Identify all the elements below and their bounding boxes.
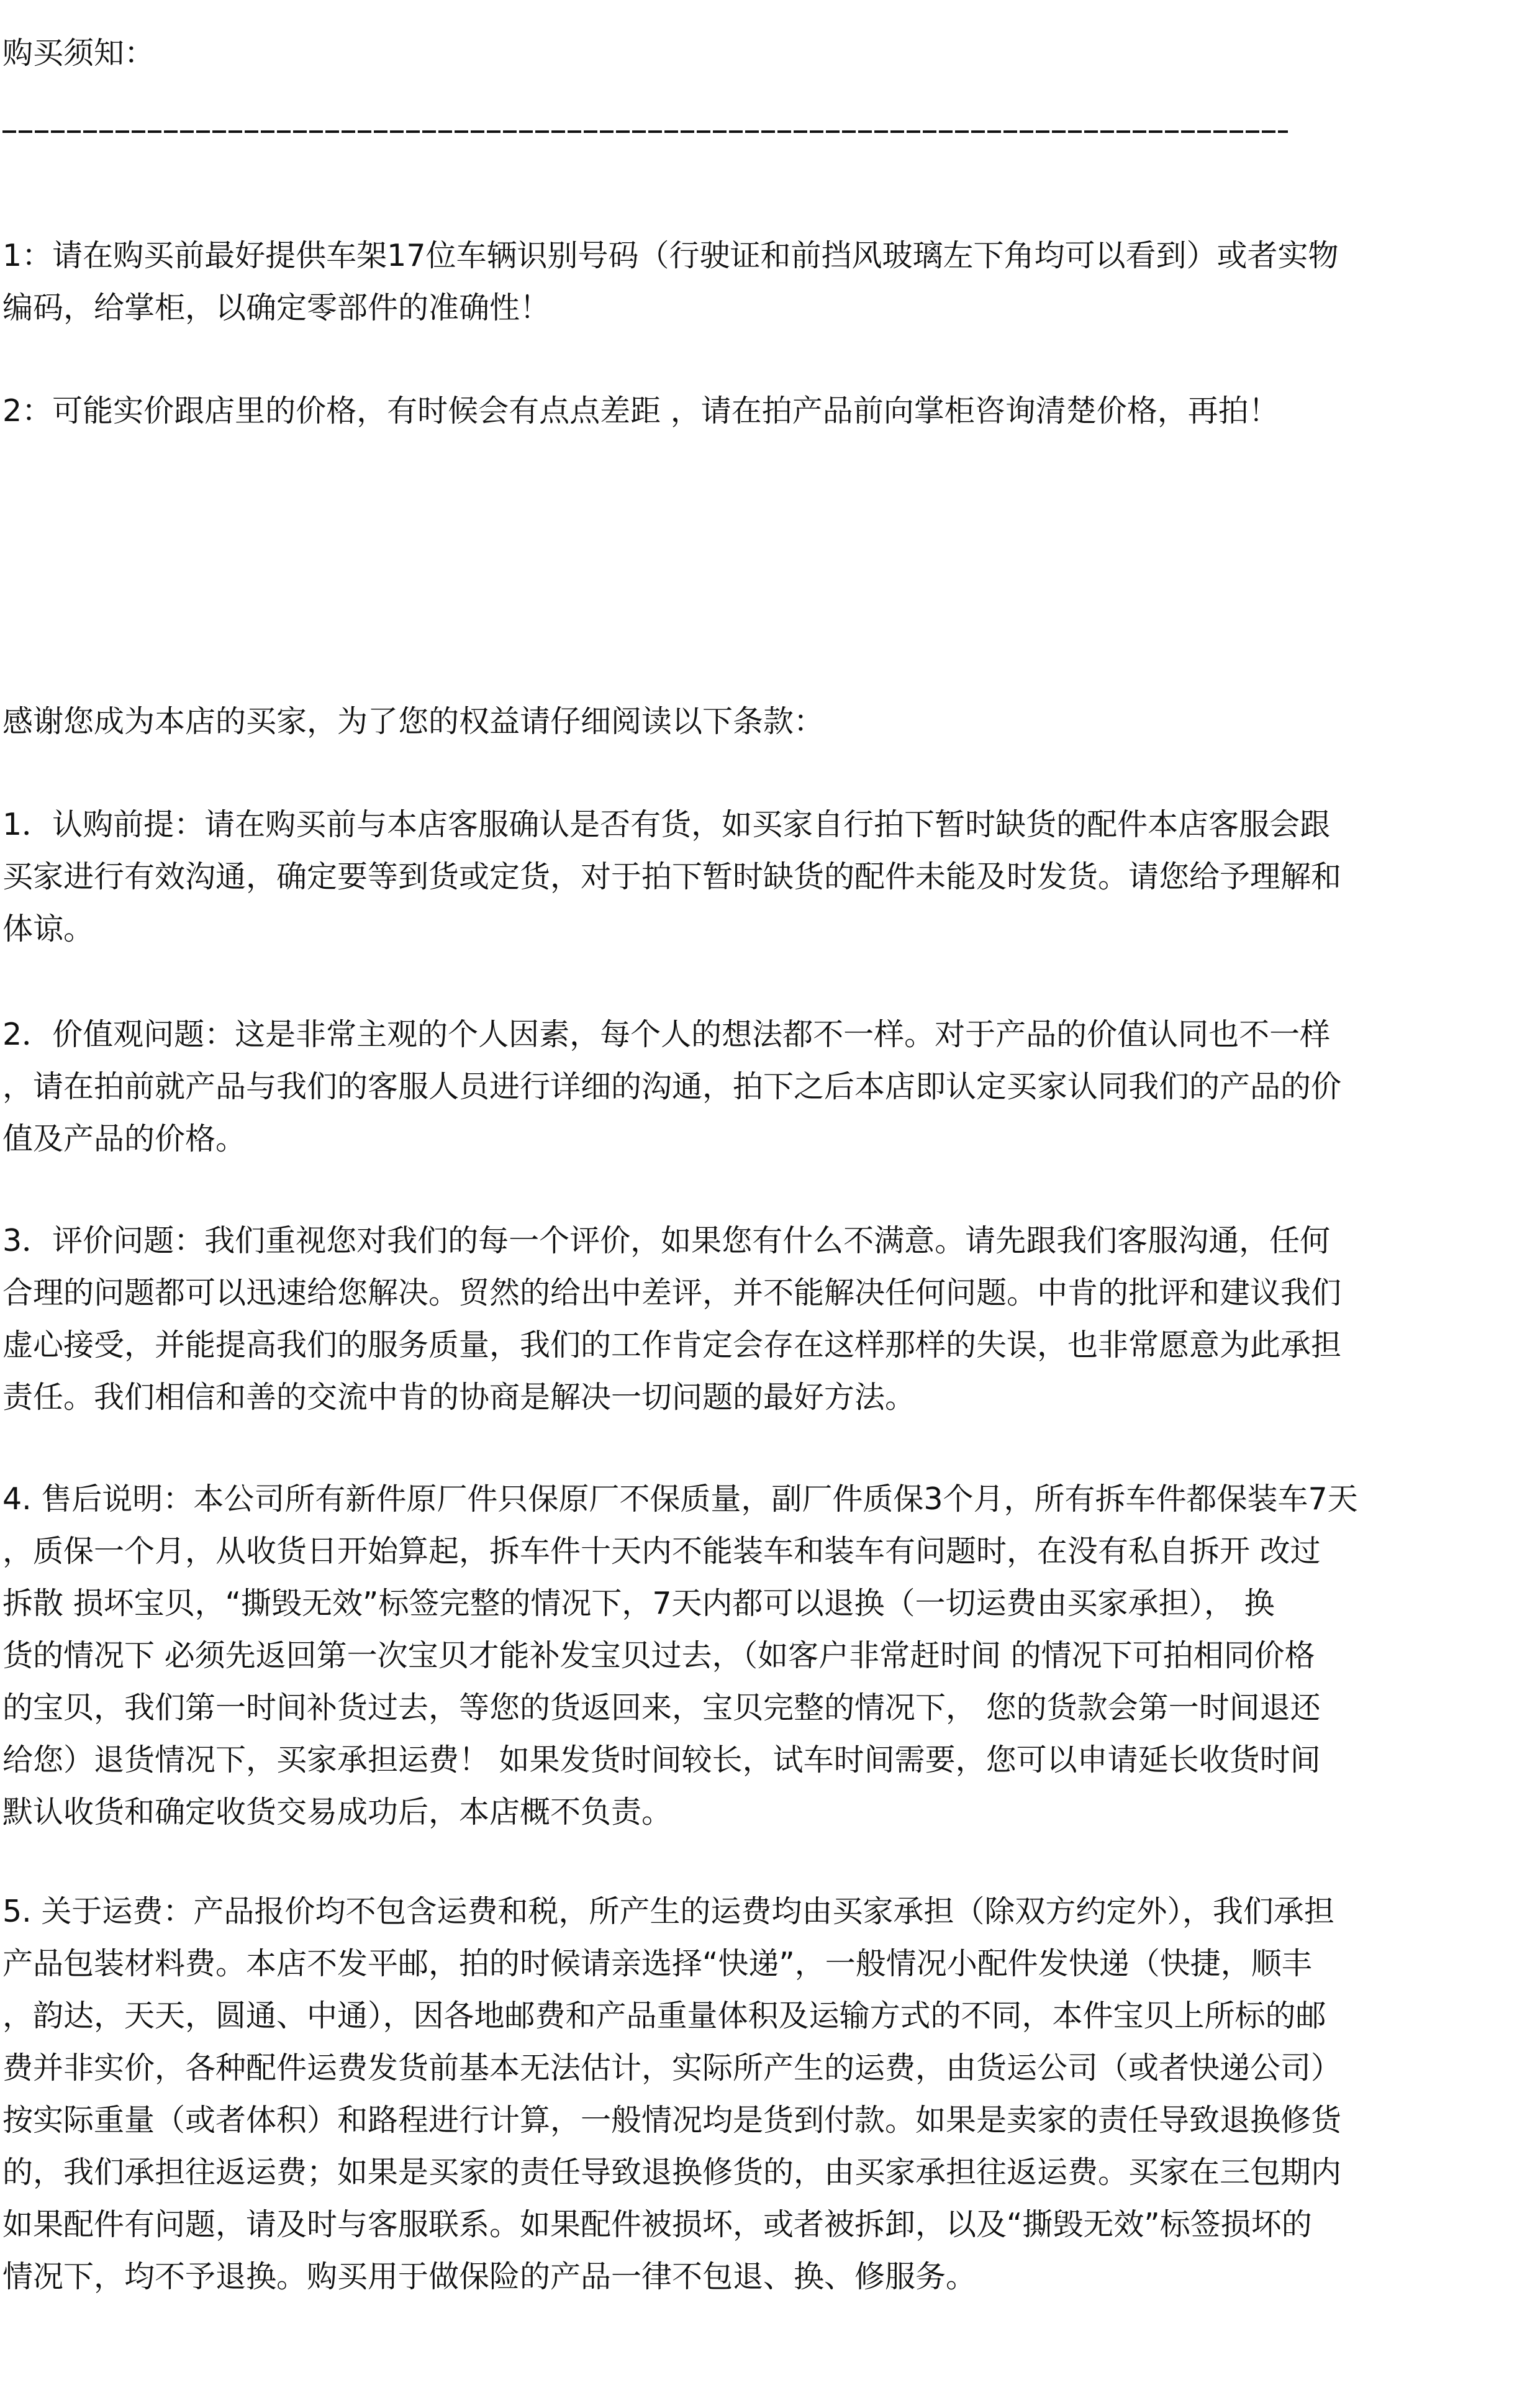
section-5-line-2: 产品包装材料费。本店不发平邮，拍的时候请亲选择“快递”，一般情况小配件发快递（快捷，顺丰 (2, 1946, 1312, 1981)
section-5-line-1: 5. 关于运费：产品报价均不包含运费和税，所产生的运费均由买家承担（除双方约定外），我们承担 (2, 1894, 1334, 1929)
section-1-line-3: 体谅。 (2, 911, 94, 947)
section-5-line-4: 费并非实价，各种配件运费发货前基本无法估计，实际所产生的运费，由货运公司（或者快递公司） (2, 2050, 1342, 2086)
notice-item-2-line-1: 2：可能实价跟店里的价格，有时候会有点点差距 ，请在拍产品前向掌柜咨询清楚价格，再拍！ (2, 393, 1279, 429)
section-2-line-1: 2．价值观问题：这是非常主观的个人因素，每个人的想法都不一样。对于产品的价值认同也不一样 (2, 1017, 1331, 1052)
section-3-line-1: 3．评价问题：我们重视您对我们的每一个评价，如果您有什么不满意。请先跟我们客服沟通，任何 (2, 1223, 1331, 1258)
terms-intro-text: 感谢您成为本店的买家，为了您的权益请仔细阅读以下条款： (2, 704, 825, 739)
terms-section-2 (2, 1009, 1530, 1165)
section-4-line-6: 给您）退货情况下，买家承担运费！ 如果发货时间较长，试车时间需要，您可以申请延长收货时间 (2, 1742, 1321, 1778)
terms-section-1 (2, 799, 1530, 955)
section-4-line-1: 4. 售后说明：本公司所有新件原厂件只保原厂不保质量，副厂件质保3个月，所有拆车件都保装车7天 (2, 1481, 1358, 1517)
section-5-line-3: ，韵达，天天，圆通、中通），因各地邮费和产品重量体积及运输方式的不同，本件宝贝上所标的邮 (2, 1998, 1326, 2033)
terms-section-5 (2, 1886, 1530, 2303)
section-4-line-4: 货的情况下 必须先返回第一次宝贝才能补发宝贝过去，（如客户非常赶时间 的情况下可拍相同价格 (2, 1638, 1315, 1673)
section-1-line-1: 1．认购前提：请在购买前与本店客服确认是否有货，如买家自行拍下暂时缺货的配件本店客服会跟 (2, 807, 1331, 842)
section-5-line-7: 如果配件有问题，请及时与客服联系。如果配件被损坏，或者被拆卸，以及“撕毁无效”标签损坏的 (2, 2207, 1312, 2242)
purchase-notice-title: 购买须知： (2, 35, 155, 71)
section-3-line-4: 责任。我们相信和善的交流中肯的协商是解决一切问题的最好方法。 (2, 1379, 916, 1415)
terms-section-4 (2, 1473, 1530, 1838)
notice-item-1-line-2: 编码，给掌柜，以确定零部件的准确性！ (2, 290, 551, 325)
terms-intro (2, 696, 1530, 748)
section-5-line-5: 按实际重量（或者体积）和路程进行计算，一般情况均是货到付款。如果是卖家的责任导致退换修货 (2, 2102, 1342, 2138)
section-2-line-3: 值及产品的价格。 (2, 1121, 247, 1156)
section-4-line-7: 默认收货和确定收货交易成功后，本店概不负责。 (2, 1794, 673, 1830)
section-4-line-3: 拆散 损坏宝贝，“撕毁无效”标签完整的情况下，7天内都可以退换（一切运费由买家承担）， 换 (2, 1586, 1275, 1621)
section-5-line-6: 的，我们承担往返运费；如果是买家的责任导致退换修货的，由买家承担往返运费。买家在三包期内 (2, 2155, 1342, 2190)
section-3-line-2: 合理的问题都可以迅速给您解决。贸然的给出中差评，并不能解决任何问题。中肯的批评和建议我们 (2, 1275, 1342, 1311)
terms-section-3 (2, 1215, 1530, 1424)
dashed-divider (2, 130, 1288, 133)
section-1-line-2: 买家进行有效沟通，确定要等到货或定货，对于拍下暂时缺货的配件未能及时发货。请您给予理解和 (2, 859, 1342, 894)
section-4-line-5: 的宝贝，我们第一时间补货过去，等您的货返回来，宝贝完整的情况下， 您的货款会第一时间退还 (2, 1690, 1321, 1725)
section-5-line-8: 情况下，均不予退换。购买用于做保险的产品一律不包退、换、修服务。 (2, 2259, 977, 2294)
section-4-line-2: ，质保一个月，从收货日开始算起，拆车件十天内不能装车和装车有问题时，在没有私自拆开 改过 (2, 1533, 1321, 1569)
section-3-line-3: 虚心接受，并能提高我们的服务质量，我们的工作肯定会存在这样那样的失误，也非常愿意为此承担 (2, 1327, 1342, 1363)
notice-item-1-line-1: 1：请在购买前最好提供车架17位车辆识别号码（行驶证和前挡风玻璃左下角均可以看到）或者实物 (2, 238, 1339, 273)
notice-item-1 (2, 230, 1530, 334)
notice-item-2 (2, 385, 1530, 437)
section-2-line-2: ，请在拍前就产品与我们的客服人员进行详细的沟通，拍下之后本店即认定买家认同我们的产品的价 (2, 1069, 1342, 1104)
